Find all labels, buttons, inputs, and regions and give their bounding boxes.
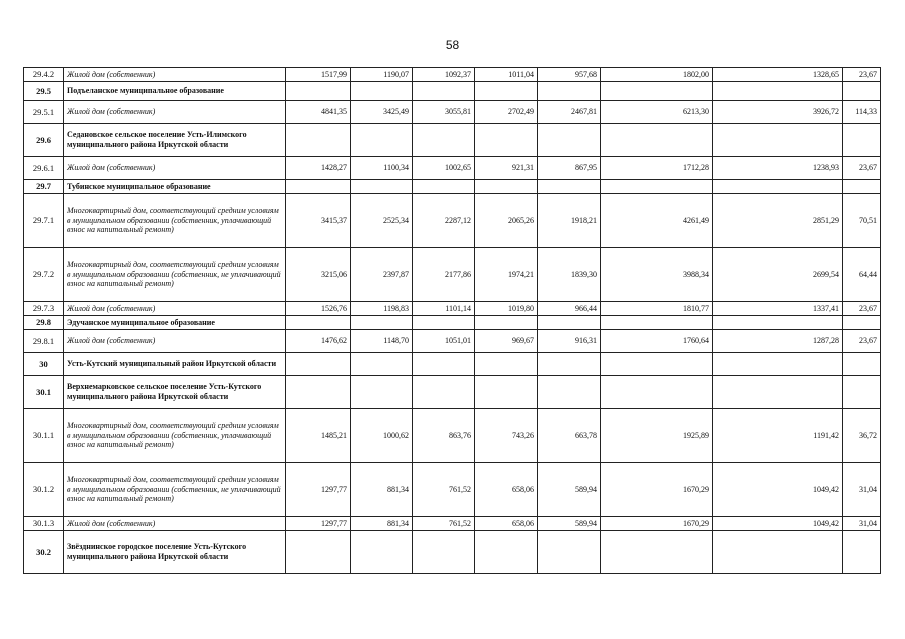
empty-cell bbox=[601, 180, 713, 194]
row-name: Жилой дом (собственник) bbox=[64, 157, 286, 180]
value-cell: 1712,28 bbox=[601, 157, 713, 180]
row-code: 29.6.1 bbox=[24, 157, 64, 180]
value-cell: 921,31 bbox=[475, 157, 538, 180]
value-cell: 1760,64 bbox=[601, 330, 713, 353]
row-code: 29.4.2 bbox=[24, 68, 64, 82]
value-cell: 863,76 bbox=[413, 409, 475, 463]
empty-cell bbox=[601, 316, 713, 330]
empty-cell bbox=[413, 180, 475, 194]
value-cell: 1485,21 bbox=[286, 409, 351, 463]
row-code: 29.7.3 bbox=[24, 302, 64, 316]
table-row bbox=[24, 194, 881, 248]
value-cell: 966,44 bbox=[538, 302, 601, 316]
value-cell: 2287,12 bbox=[413, 194, 475, 248]
empty-cell bbox=[475, 180, 538, 194]
value-cell: 881,34 bbox=[351, 463, 413, 517]
empty-cell bbox=[286, 316, 351, 330]
value-cell: 1517,99 bbox=[286, 68, 351, 82]
value-cell: 3425,49 bbox=[351, 101, 413, 124]
value-cell: 761,52 bbox=[413, 463, 475, 517]
value-cell: 658,06 bbox=[475, 463, 538, 517]
empty-cell bbox=[713, 82, 843, 101]
empty-cell bbox=[475, 531, 538, 574]
value-cell: 1670,29 bbox=[601, 517, 713, 531]
value-cell: 743,26 bbox=[475, 409, 538, 463]
value-cell: 1839,30 bbox=[538, 248, 601, 302]
table-row bbox=[24, 157, 881, 180]
empty-cell bbox=[413, 531, 475, 574]
empty-cell bbox=[601, 353, 713, 376]
empty-cell bbox=[351, 316, 413, 330]
row-name: Многоквартирный дом, соответствующий средним условиям в муниципальном образовании (собственник, не уплачивающий взнос на капитальный ремонт) bbox=[64, 463, 286, 517]
page-number: 58 bbox=[445, 38, 460, 52]
value-cell: 23,67 bbox=[843, 157, 881, 180]
empty-cell bbox=[843, 316, 881, 330]
value-cell: 1049,42 bbox=[713, 463, 843, 517]
section-row bbox=[24, 531, 881, 574]
empty-cell bbox=[538, 316, 601, 330]
value-cell: 1297,77 bbox=[286, 517, 351, 531]
empty-cell bbox=[351, 180, 413, 194]
row-code: 30.1.3 bbox=[24, 517, 64, 531]
section-name: Эдучанское муниципальное образование bbox=[64, 316, 286, 330]
value-cell: 589,94 bbox=[538, 463, 601, 517]
value-cell: 1925,89 bbox=[601, 409, 713, 463]
value-cell: 1002,65 bbox=[413, 157, 475, 180]
section-name: Звёзднинское городское поселение Усть-Кутского муниципального района Иркутской области bbox=[64, 531, 286, 574]
empty-cell bbox=[475, 82, 538, 101]
empty-cell bbox=[286, 124, 351, 157]
empty-cell bbox=[413, 353, 475, 376]
empty-cell bbox=[601, 124, 713, 157]
empty-cell bbox=[351, 353, 413, 376]
empty-cell bbox=[286, 376, 351, 409]
value-cell: 23,67 bbox=[843, 302, 881, 316]
row-code: 30.1.2 bbox=[24, 463, 64, 517]
section-name: Седановское сельское поселение Усть-Илимского муниципального района Иркутской области bbox=[64, 124, 286, 157]
row-code: 29.5.1 bbox=[24, 101, 64, 124]
value-cell: 2851,29 bbox=[713, 194, 843, 248]
empty-cell bbox=[601, 82, 713, 101]
value-cell: 2467,81 bbox=[538, 101, 601, 124]
empty-cell bbox=[475, 316, 538, 330]
value-cell: 114,33 bbox=[843, 101, 881, 124]
value-cell: 1328,65 bbox=[713, 68, 843, 82]
section-name: Тубинское муниципальное образование bbox=[64, 180, 286, 194]
value-cell: 867,95 bbox=[538, 157, 601, 180]
empty-cell bbox=[413, 82, 475, 101]
empty-cell bbox=[538, 531, 601, 574]
empty-cell bbox=[843, 82, 881, 101]
value-cell: 64,44 bbox=[843, 248, 881, 302]
value-cell: 3215,06 bbox=[286, 248, 351, 302]
value-cell: 2699,54 bbox=[713, 248, 843, 302]
value-cell: 1287,28 bbox=[713, 330, 843, 353]
table-row bbox=[24, 101, 881, 124]
table-row bbox=[24, 68, 881, 82]
section-row bbox=[24, 180, 881, 194]
row-code: 30.1 bbox=[24, 376, 64, 409]
empty-cell bbox=[601, 376, 713, 409]
empty-cell bbox=[843, 124, 881, 157]
section-name: Усть-Кутский муниципальный район Иркутской области bbox=[64, 353, 286, 376]
empty-cell bbox=[538, 180, 601, 194]
value-cell: 3415,37 bbox=[286, 194, 351, 248]
row-name: Жилой дом (собственник) bbox=[64, 302, 286, 316]
empty-cell bbox=[538, 124, 601, 157]
empty-cell bbox=[475, 376, 538, 409]
value-cell: 4261,49 bbox=[601, 194, 713, 248]
empty-cell bbox=[475, 353, 538, 376]
row-name: Многоквартирный дом, соответствующий средним условиям в муниципальном образовании (собственник, уплачивающий взнос на капитальный ремонт) bbox=[64, 194, 286, 248]
value-cell: 23,67 bbox=[843, 330, 881, 353]
row-code: 29.6 bbox=[24, 124, 64, 157]
row-name: Многоквартирный дом, соответствующий средним условиям в муниципальном образовании (собственник, уплачивающий взнос на капитальный ремонт) bbox=[64, 409, 286, 463]
table-body bbox=[24, 68, 881, 574]
section-row bbox=[24, 376, 881, 409]
empty-cell bbox=[351, 531, 413, 574]
row-code: 30 bbox=[24, 353, 64, 376]
row-code: 29.5 bbox=[24, 82, 64, 101]
section-row bbox=[24, 316, 881, 330]
value-cell: 31,04 bbox=[843, 463, 881, 517]
value-cell: 957,68 bbox=[538, 68, 601, 82]
value-cell: 1337,41 bbox=[713, 302, 843, 316]
value-cell: 1297,77 bbox=[286, 463, 351, 517]
empty-cell bbox=[286, 180, 351, 194]
row-name: Жилой дом (собственник) bbox=[64, 330, 286, 353]
table-row bbox=[24, 409, 881, 463]
value-cell: 1011,04 bbox=[475, 68, 538, 82]
value-cell: 3926,72 bbox=[713, 101, 843, 124]
value-cell: 2397,87 bbox=[351, 248, 413, 302]
value-cell: 1476,62 bbox=[286, 330, 351, 353]
value-cell: 1092,37 bbox=[413, 68, 475, 82]
empty-cell bbox=[286, 82, 351, 101]
value-cell: 1802,00 bbox=[601, 68, 713, 82]
value-cell: 1428,27 bbox=[286, 157, 351, 180]
value-cell: 1191,42 bbox=[713, 409, 843, 463]
value-cell: 4841,35 bbox=[286, 101, 351, 124]
empty-cell bbox=[351, 124, 413, 157]
row-name: Жилой дом (собственник) bbox=[64, 517, 286, 531]
table-row bbox=[24, 463, 881, 517]
row-code: 30.2 bbox=[24, 531, 64, 574]
value-cell: 3988,34 bbox=[601, 248, 713, 302]
value-cell: 663,78 bbox=[538, 409, 601, 463]
value-cell: 1148,70 bbox=[351, 330, 413, 353]
section-name: Верхнемарковское сельское поселение Усть-Кутского муниципального района Иркутской области bbox=[64, 376, 286, 409]
value-cell: 2065,26 bbox=[475, 194, 538, 248]
row-code: 30.1.1 bbox=[24, 409, 64, 463]
value-cell: 1918,21 bbox=[538, 194, 601, 248]
value-cell: 1049,42 bbox=[713, 517, 843, 531]
empty-cell bbox=[713, 316, 843, 330]
value-cell: 2525,34 bbox=[351, 194, 413, 248]
value-cell: 916,31 bbox=[538, 330, 601, 353]
empty-cell bbox=[413, 124, 475, 157]
value-cell: 2177,86 bbox=[413, 248, 475, 302]
row-code: 29.7.1 bbox=[24, 194, 64, 248]
value-cell: 658,06 bbox=[475, 517, 538, 531]
value-cell: 969,67 bbox=[475, 330, 538, 353]
value-cell: 1051,01 bbox=[413, 330, 475, 353]
empty-cell bbox=[713, 531, 843, 574]
value-cell: 1100,34 bbox=[351, 157, 413, 180]
value-cell: 1101,14 bbox=[413, 302, 475, 316]
value-cell: 36,72 bbox=[843, 409, 881, 463]
empty-cell bbox=[413, 376, 475, 409]
empty-cell bbox=[713, 124, 843, 157]
empty-cell bbox=[413, 316, 475, 330]
value-cell: 3055,81 bbox=[413, 101, 475, 124]
value-cell: 1000,62 bbox=[351, 409, 413, 463]
table-row bbox=[24, 330, 881, 353]
empty-cell bbox=[351, 82, 413, 101]
row-name: Жилой дом (собственник) bbox=[64, 101, 286, 124]
empty-cell bbox=[286, 353, 351, 376]
row-code: 29.8.1 bbox=[24, 330, 64, 353]
empty-cell bbox=[843, 353, 881, 376]
section-row bbox=[24, 353, 881, 376]
value-cell: 1974,21 bbox=[475, 248, 538, 302]
section-row bbox=[24, 82, 881, 101]
empty-cell bbox=[843, 376, 881, 409]
value-cell: 1526,76 bbox=[286, 302, 351, 316]
value-cell: 1238,93 bbox=[713, 157, 843, 180]
empty-cell bbox=[713, 376, 843, 409]
value-cell: 1810,77 bbox=[601, 302, 713, 316]
table-row bbox=[24, 248, 881, 302]
row-code: 29.7 bbox=[24, 180, 64, 194]
section-row bbox=[24, 124, 881, 157]
value-cell: 1198,83 bbox=[351, 302, 413, 316]
value-cell: 23,67 bbox=[843, 68, 881, 82]
empty-cell bbox=[843, 531, 881, 574]
table-row bbox=[24, 302, 881, 316]
empty-cell bbox=[351, 376, 413, 409]
value-cell: 881,34 bbox=[351, 517, 413, 531]
row-name: Жилой дом (собственник) bbox=[64, 68, 286, 82]
empty-cell bbox=[538, 82, 601, 101]
empty-cell bbox=[538, 376, 601, 409]
value-cell: 2702,49 bbox=[475, 101, 538, 124]
empty-cell bbox=[538, 353, 601, 376]
row-code: 29.8 bbox=[24, 316, 64, 330]
empty-cell bbox=[286, 531, 351, 574]
row-code: 29.7.2 bbox=[24, 248, 64, 302]
value-cell: 1670,29 bbox=[601, 463, 713, 517]
value-cell: 1019,80 bbox=[475, 302, 538, 316]
empty-cell bbox=[713, 180, 843, 194]
value-cell: 31,04 bbox=[843, 517, 881, 531]
empty-cell bbox=[475, 124, 538, 157]
tariff-table bbox=[23, 67, 881, 574]
empty-cell bbox=[843, 180, 881, 194]
value-cell: 6213,30 bbox=[601, 101, 713, 124]
value-cell: 589,94 bbox=[538, 517, 601, 531]
row-name: Многоквартирный дом, соответствующий средним условиям в муниципальном образовании (собственник, не уплачивающий взнос на капитальный ремонт) bbox=[64, 248, 286, 302]
section-name: Подъеланское муниципальное образование bbox=[64, 82, 286, 101]
value-cell: 1190,07 bbox=[351, 68, 413, 82]
empty-cell bbox=[601, 531, 713, 574]
table-row bbox=[24, 517, 881, 531]
empty-cell bbox=[713, 353, 843, 376]
value-cell: 761,52 bbox=[413, 517, 475, 531]
value-cell: 70,51 bbox=[843, 194, 881, 248]
